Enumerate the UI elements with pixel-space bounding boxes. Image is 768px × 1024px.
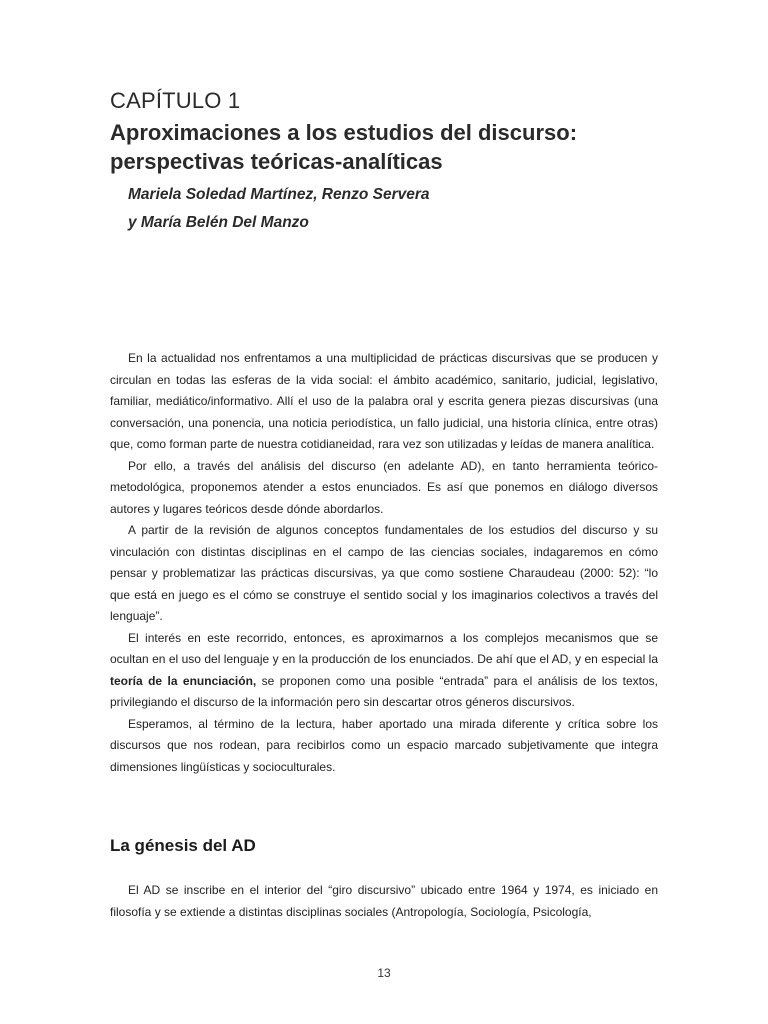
section-heading: La génesis del AD xyxy=(110,836,256,855)
intro-paragraph-3: A partir de la revisión de algunos conceptos fundamentales de los estudios del discurso y su vinculación con distintas disciplinas en el campo de las ciencias sociales, indagaremos en cómo pensar y problematizar las prácticas discursivas, ya que como sostiene Charaudeau (2000: 52): “lo que está en juego es el cómo se construye el sentido social y los imaginarios colectivos a través del lenguaje”. xyxy=(110,523,658,623)
intro-p4-text-before: El interés en este recorrido, entonces, es aproximarnos a los complejos mecanismos que se ocultan en el uso del lenguaje y en la producción de los enunciados. De ahí que el AD, y en especial la xyxy=(110,630,658,666)
intro-paragraph-5: Esperamos, al término de la lectura, haber aportado una mirada diferente y crítica sobre los discursos que nos rodean, para recibirlos como un espacio marcado subjetivamente que integra dimensiones lingüísticas y socioculturales. xyxy=(110,716,658,774)
intro-p4-text-after: se proponen como una posible “entrada” para el análisis de los textos, privilegiando el discurso de la información pero sin descartar otros géneros discursivos. xyxy=(110,673,658,709)
chapter-label: CAPÍTULO 1 xyxy=(110,88,241,113)
chapter-title-line-2: perspectivas teóricas-analíticas xyxy=(110,149,443,174)
intro-paragraph-1: En la actualidad nos enfrentamos a una multiplicidad de prácticas discursivas que se producen y circulan en todas las esferas de la vida social: el ámbito académico, sanitario, judicial, legislativo, familiar, mediático/informativo. Allí el uso de la palabra oral y escrita genera piezas discursivas (una conversación, una ponencia, una noticia periodística, un fallo judicial, una historia clínica, entre otras) que, como forman parte de nuestra cotidianeidad, rara vez son utilizadas y leídas de manera analítica. xyxy=(110,351,658,451)
intro-paragraph-4 xyxy=(110,628,658,714)
chapter-title xyxy=(110,118,670,176)
genesis-paragraph-1: El AD se inscribe en el interior del “giro discursivo” ubicado entre 1964 y 1974, es iniciado en filosofía y se extiende a distintas disciplinas sociales (Antropología, Sociología, Psicología, xyxy=(110,883,658,919)
intro-paragraph-2: Por ello, a través del análisis del discurso (en adelante AD), en tanto herramienta teórico-metodológica, proponemos atender a estos enunciados. Es así que ponemos en diálogo diversos autores y lugares teóricos desde dónde abordarlos. xyxy=(110,458,658,516)
authors-line-1: Mariela Soledad Martínez, Renzo Servera xyxy=(128,186,430,203)
genesis-section xyxy=(110,880,658,923)
intro-p4-bold-term: teoría de la enunciación, xyxy=(110,673,257,688)
page-number: 13 xyxy=(377,966,391,980)
intro-section xyxy=(110,348,658,778)
authors-line-2: y María Belén Del Manzo xyxy=(128,214,309,231)
chapter-title-line-1: Aproximaciones a los estudios del discurso: xyxy=(110,120,578,145)
chapter-authors xyxy=(128,181,648,237)
